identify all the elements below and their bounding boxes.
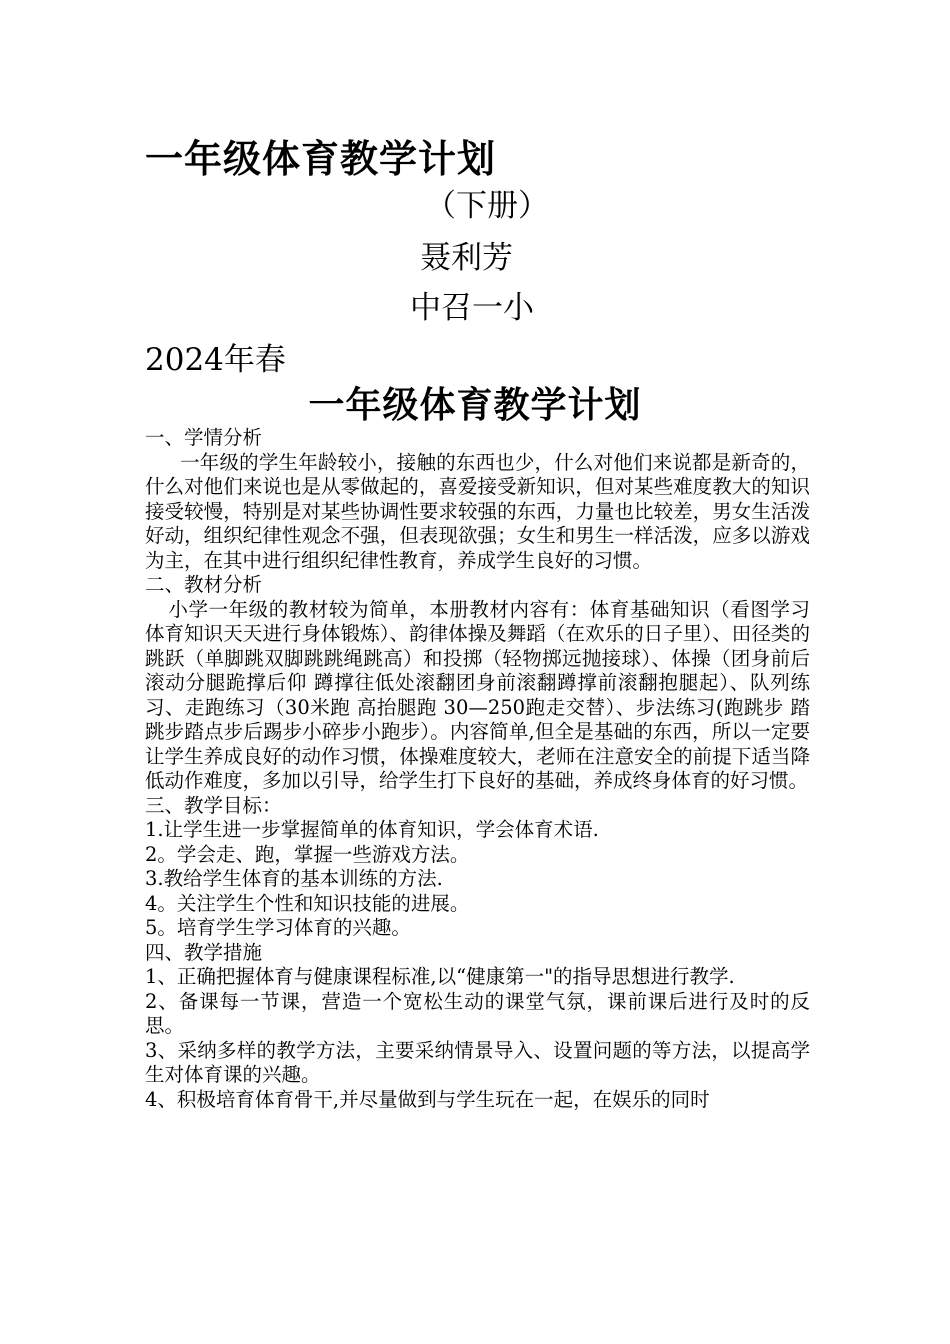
cover-date: 2024年春: [145, 342, 286, 378]
cover-subtitle: （下册）: [425, 188, 549, 224]
cover-author: 聂利芳: [420, 240, 513, 276]
goal-item: 5。培育学生学习体育的兴趣。: [145, 916, 411, 939]
cover-school: 中召一小: [410, 290, 534, 326]
analysis-paragraph: 一年级的学生年龄较小，接触的东西也少，什么对他们来说都是新奇的，什么对他们来说也是从零做起的，喜爱接受新知识，但对某些难度教大的知识接受较慢，特别是对某些协调性要求较强的东西，力量也比较差，男女生活泼好动，组织纪律性观念不强，但表现欲强；女生和男生一样活泼，应多以游戏为主，在其中进行组织纪律性教育，养成学生良好的习惯。: [145, 450, 810, 572]
measures-heading: 四、教学措施: [145, 940, 263, 964]
textbook-paragraph: 小学一年级的教材较为简单，本册教材内容有：体育基础知识（看图学习体育知识天天进行身体锻炼）、韵律体操及舞蹈（在欢乐的日子里）、田径类的跳跃（单脚跳双脚跳跳绳跳高）和投掷（轻物掷远抛接球）、体操（团身前后滚动分腿跪撑后仰 蹲撑往低处滚翻团身前滚翻蹲撑前滚翻抱腿起）、队列练习、走跑练习（30米跑 高抬腿跑 30—250跑走交替）、步法练习(跑跳步 踏跳步踏点步后踢步小碎步小跑步）。内容简单,但全是基础的东西，所以一定要让学生养成良好的动作习惯，体操难度较大，老师在注意安全的前提下适当降低动作难度，多加以引导，给学生打下良好的基础，养成终身体育的好习惯。: [145, 597, 810, 792]
measure-item: 1、正确把握体育与健康课程标准,以“健康第一"的指导思想进行教学.: [145, 965, 735, 988]
goals-heading: 三、教学目标：: [145, 793, 282, 817]
analysis-heading: 一、学情分析: [145, 426, 263, 449]
textbook-heading: 二、教材分析: [145, 573, 263, 596]
cover-title: 一年级体育教学计划: [145, 136, 497, 181]
goal-item: 3.教给学生体育的基本训练的方法.: [145, 867, 443, 890]
measure-item: 3、采纳多样的教学方法，主要采纳情景导入、设置问题的等方法，以提高学生对体育课的兴趣。: [145, 1038, 810, 1086]
measure-item: 2、备课每一节课，营造一个宽松生动的课堂气氛，课前课后进行及时的反思。: [145, 989, 810, 1037]
goal-item: 4。关注学生个性和知识技能的进展。: [145, 891, 470, 915]
body-text: [145, 426, 810, 1112]
goal-item: 1.让学生进一步掌握简单的体育知识，学会体育术语.: [145, 818, 599, 841]
main-title: 一年级体育教学计划: [308, 384, 642, 426]
measure-item: 4、积极培育体育骨干,并尽量做到与学生玩在一起，在娱乐的同时: [145, 1087, 710, 1111]
goal-item: 2。学会走、跑，掌握一些游戏方法。: [145, 842, 470, 866]
